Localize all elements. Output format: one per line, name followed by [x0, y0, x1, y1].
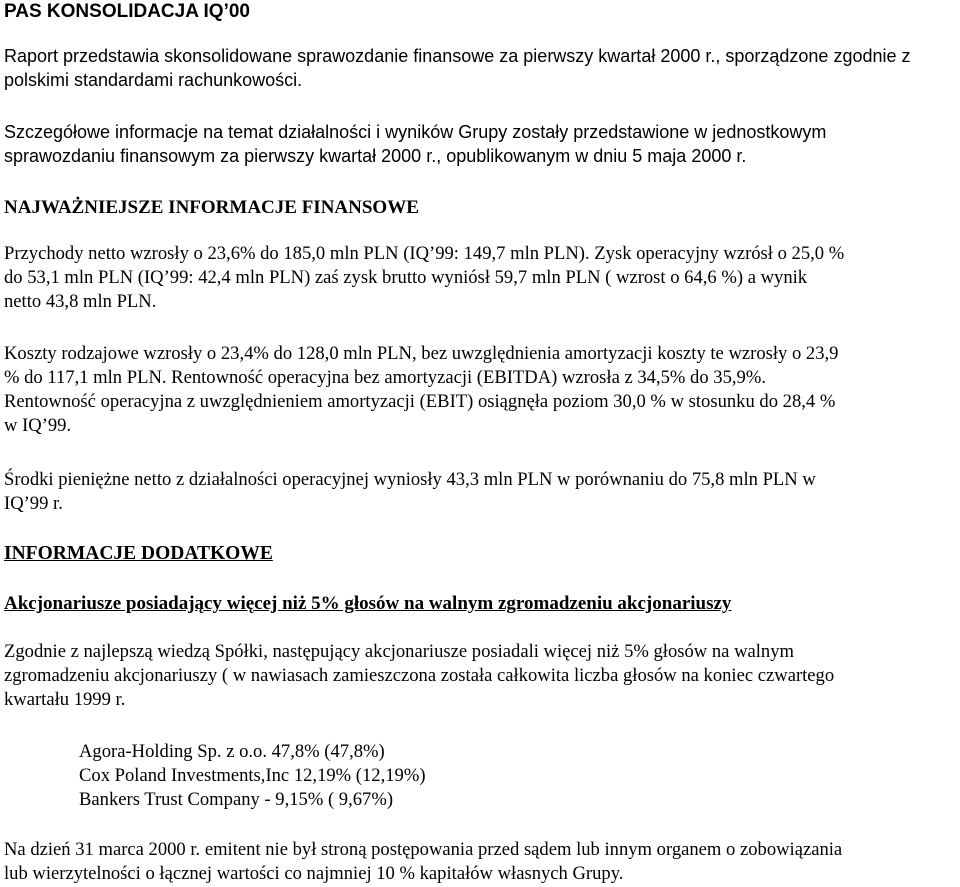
paragraph-line: % do 117,1 mln PLN. Rentowność operacyjna bez amortyzacji (EBITDA) wzrosła z 34,5% do 35,9%.: [4, 367, 766, 388]
paragraph-line: w IQ’99.: [4, 415, 72, 436]
paragraph-line: lub wierzytelności o łącznej wartości co najmniej 10 % kapitałów własnych Grupy.: [4, 863, 624, 884]
paragraph-line: Na dzień 31 marca 2000 r. emitent nie był stroną postępowania przed sądem lub innym organem o zobowiązania: [4, 839, 843, 860]
intro-line: polskimi standardami rachunkowości.: [4, 70, 303, 90]
shareholders-subheading: Akcjonariusze posiadający więcej niż 5% głosów na walnym zgromadzeniu akcjonariuszy: [4, 593, 732, 614]
paragraph-line: zgromadzeniu akcjonariuszy ( w nawiasach zamieszczona została całkowita liczba głosów na koniec czwartego: [4, 665, 835, 686]
additional-heading: INFORMACJE DODATKOWE: [4, 543, 273, 564]
paragraph-line: Rentowność operacyjna z uwzględnieniem amortyzacji (EBIT) osiągnęła poziom 30,0 % w stosunku do 28,4 %: [4, 391, 836, 412]
paragraph-line: Koszty rodzajowe wzrosły o 23,4% do 128,0 mln PLN, bez uwzględnienia amortyzacji koszty te wzrosły o 23,9: [4, 343, 839, 364]
financial-paragraph-revenue: [4, 242, 844, 314]
paragraph-line: Zgodnie z najlepszą wiedzą Spółki, następujący akcjonariusze posiadali więcej niż 5% głosów na walnym: [4, 641, 794, 662]
intro-paragraph: [4, 44, 911, 92]
details-line: sprawozdaniu finansowym za pierwszy kwartał 2000 r., opublikowanym w dniu 5 maja 2000 r.: [4, 146, 747, 166]
shareholder-item: Cox Poland Investments,Inc 12,19% (12,19%): [79, 765, 426, 786]
shareholder-item: Agora-Holding Sp. z o.o. 47,8% (47,8%): [79, 741, 385, 762]
shareholder-item: Bankers Trust Company - 9,15% ( 9,67%): [79, 789, 394, 810]
paragraph-line: kwartału 1999 r.: [4, 689, 126, 710]
shareholders-list: [4, 740, 426, 812]
details-line: Szczegółowe informacje na temat działalności i wyników Grupy zostały przedstawione w jednostkowym: [4, 122, 827, 142]
closing-paragraph: [4, 838, 842, 886]
financial-heading: NAJWAŻNIEJSZE INFORMACJE FINANSOWE: [4, 197, 419, 218]
paragraph-line: Przychody netto wzrosły o 23,6% do 185,0 mln PLN (IQ’99: 149,7 mln PLN). Zysk operacyjny wzrósł o 25,0 %: [4, 243, 845, 264]
paragraph-line: netto 43,8 mln PLN.: [4, 291, 157, 312]
paragraph-line: do 53,1 mln PLN (IQ’99: 42,4 mln PLN) zaś zysk brutto wyniósł 59,7 mln PLN ( wzrost o 64,6 %) a wynik: [4, 267, 808, 288]
financial-paragraph-costs: [4, 342, 838, 438]
intro-line: Raport przedstawia skonsolidowane sprawozdanie finansowe za pierwszy kwartał 2000 r., sporządzone zgodnie z: [4, 46, 911, 66]
document-title: PAS KONSOLIDACJA IQ’00: [4, 1, 250, 22]
details-paragraph: [4, 120, 826, 168]
financial-paragraph-cash: [4, 468, 816, 516]
shareholders-paragraph: [4, 640, 834, 712]
paragraph-line: IQ’99 r.: [4, 493, 63, 514]
paragraph-line: Środki pieniężne netto z działalności operacyjnej wyniosły 43,3 mln PLN w porównaniu do 75,8 mln PLN w: [4, 469, 816, 490]
